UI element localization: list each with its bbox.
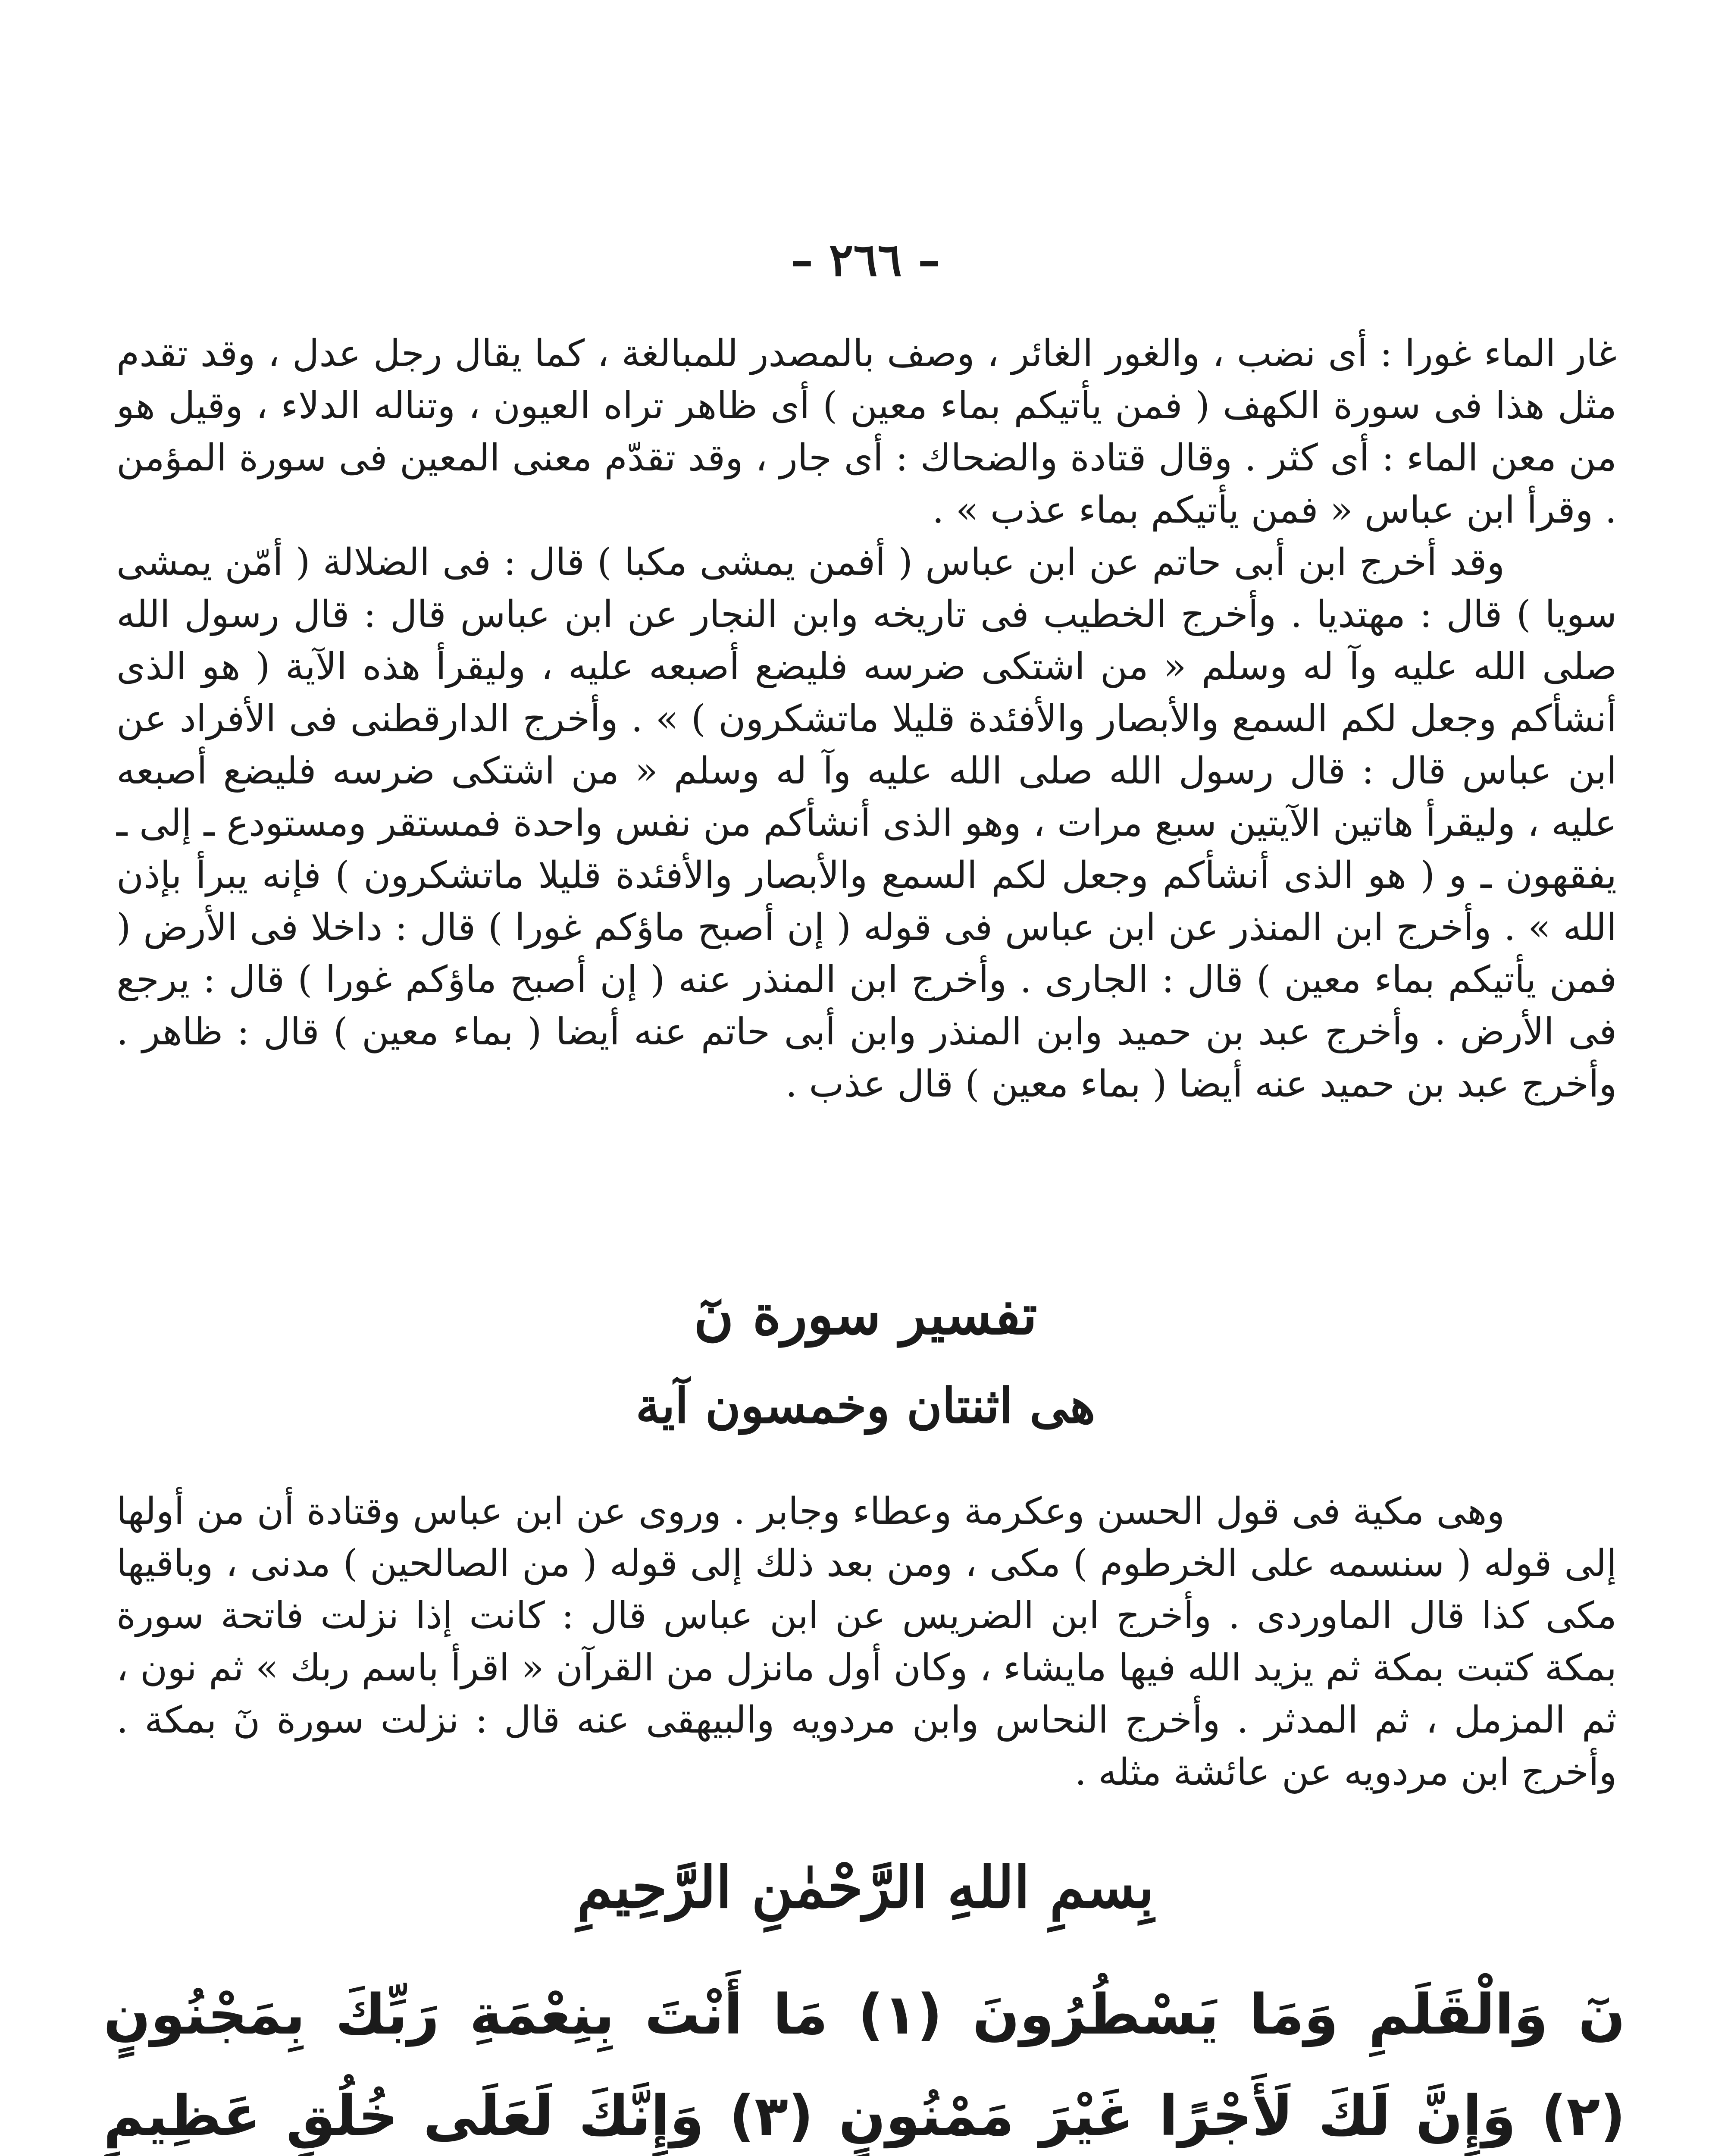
commentary-paragraph: وقد أخرج ابن أبى حاتم عن ابن عباس ( أفمن يمشى مكبا ) قال : فى الضلالة ( أمّن يمشى سويا ) قال : مهتديا . وأخرج الخطيب فى تاريخه وابن النجار عن ابن عباس قال : قال رسول الله صلى الله عليه وآ له وسلم « من اشتكى ضرسه فليضع أصبعه عليه ، وليقرأ هذه الآية ( هو الذى أنشأكم وجعل لكم السمع والأبصار والأفئدة قليلا ماتشكرون ) » . وأخرج الدارقطنى فى الأفراد عن ابن عباس قال : قال رسول الله صلى الله عليه وآ له وسلم « من اشتكى ضرسه فليضع أصبعه عليه ، وليقرأ هاتين الآيتين سبع مرات ، وهو الذى أنشأكم من نفس واحدة فمستقر ومستودع ـ إلى ـ يفقهون ـ و ( هو الذى أنشأكم وجعل لكم السمع والأبصار والأفئدة قليلا ماتشكرون ) فإنه يبرأ بإذن الله » . وأخرج ابن المنذر عن ابن عباس فى قوله ( إن أصبح ماؤكم غورا ) قال : داخلا فى الأرض ( فمن يأتيكم بماء معين ) قال : الجارى . وأخرج ابن المنذر عنه ( إن أصبح ماؤكم غورا ) قال : يرجع فى الأرض . وأخرج عبد بن حميد وابن المنذر وابن أبى حاتم عنه أيضا ( بماء معين ) قال : ظاهر . وأخرج عبد بن حميد عنه أيضا ( بماء معين ) قال عذب . — [116, 541, 1617, 1106]
quran-verses: نٓ وَالْقَلَمِ وَمَا يَسْطُرُونَ (١) مَا أَنْتَ بِنِعْمَةِ رَبِّكَ بِمَجْنُونٍ (٢) وَإِنَّ لَكَ لَأَجْرًا غَيْرَ مَمْنُونٍ (٣) وَإِنَّكَ لَعَلَى خُلُقٍ عَظِيمٍ — [103, 1983, 1626, 2148]
commentary-paragraph: غار الماء غورا : أى نضب ، والغور الغائر ، وصف بالمصدر للمبالغة ، كما يقال رجل عدل ، وقد تقدم مثل هذا فى سورة الكهف ( فمن يأتيكم بماء معين ) أى ظاهر تراه العيون ، وتناله الدلاء ، وقيل هو من معن الماء : أى كثر . وقال قتادة والضحاك : أى جار ، وقد تقدّم معنى المعين فى سورة المؤمن . وقرأ ابن عباس « فمن يأتيكم بماء عذب » . — [116, 332, 1617, 532]
page-number: – ٢٦٦ – — [790, 233, 941, 286]
basmala: بِسمِ اللهِ الرَّحْمٰنِ الرَّحِيمِ — [577, 1854, 1154, 1921]
commentary-notes — [116, 328, 1617, 1110]
verse-count-heading: هى اثنتان وخمسون آية — [635, 1378, 1096, 1434]
surah-introduction — [116, 1485, 1617, 1799]
introduction-paragraph: وهى مكية فى قول الحسن وعكرمة وعطاء وجابر . وروى عن ابن عباس وقتادة أن من أولها إلى قوله ( سنسمه على الخرطوم ) مكى ، ومن بعد ذلك إلى قوله ( من الصالحين ) مدنى ، وباقيها مكى كذا قال الماوردى . وأخرج ابن الضريس عن ابن عباس قال : كانت إذا نزلت فاتحة سورة بمكة كتبت بمكة ثم يزيد الله فيها مايشاء ، وكان أول مانزل من القرآن « اقرأ باسم ربك » ثم نون ، ثم المزمل ، ثم المدثر . وأخرج النحاس وابن مردويه والبيهقى عنه قال : نزلت سورة نٓ بمكة . وأخرج ابن مردويه عن عائشة مثله . — [116, 1490, 1617, 1794]
surah-title: تفسير سورة نٓ — [694, 1283, 1037, 1347]
